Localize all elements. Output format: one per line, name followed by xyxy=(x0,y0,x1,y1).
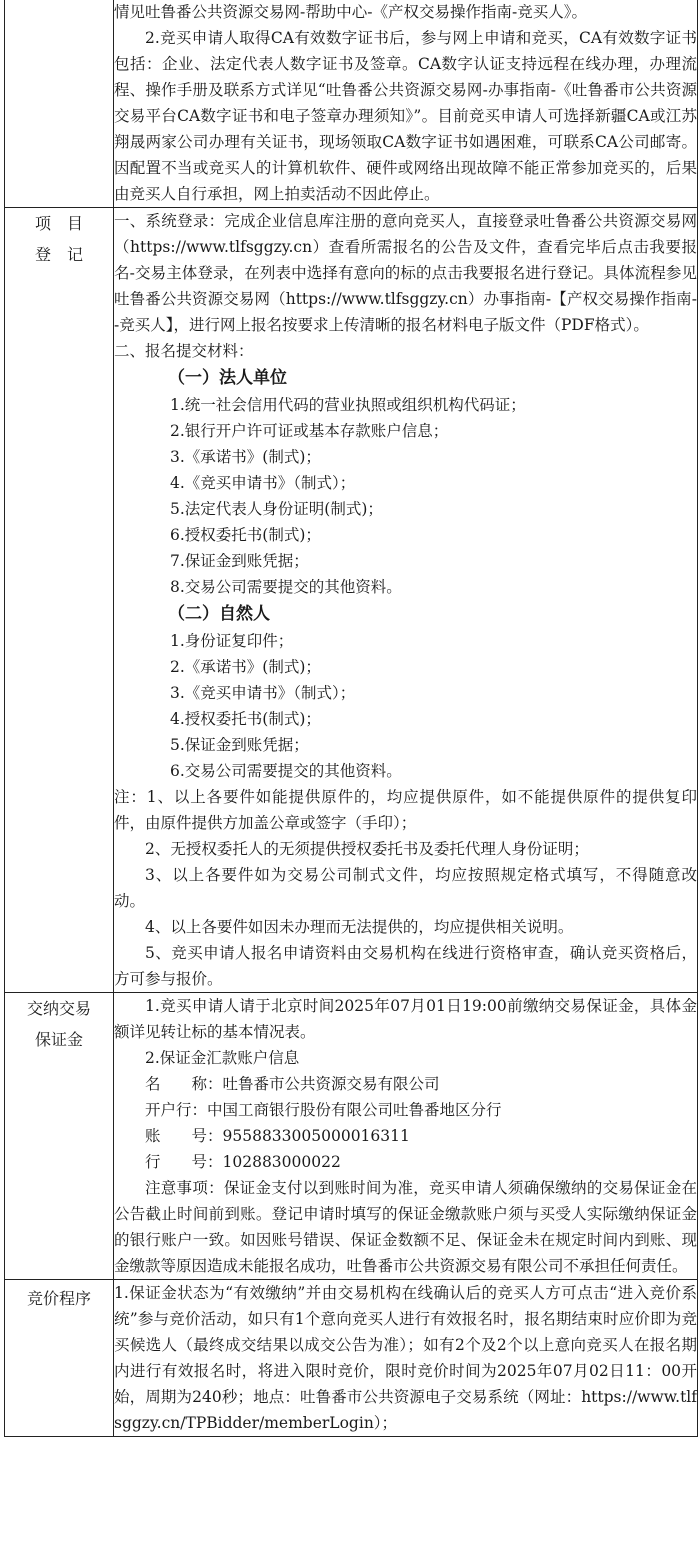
label-line: 保证金 xyxy=(34,1030,83,1049)
note-paragraph: 5、竞买申请人报名申请资料由交易机构在线进行资格审查，确认竞买资格后，方可参与报价。 xyxy=(114,944,697,988)
registration-cell xyxy=(114,208,698,993)
account-name: 名 称：吐鲁番市公共资源交易有限公司 xyxy=(145,1075,440,1093)
ca-certificate-paragraph: 2.竞买申请人取得CA有效数字证书后，参与网上申请和竞买，CA有效数字证书包括：企业、法定代表人数字证书及签章。CA数字认证支持远程在线办理，办理流程、操作手册及联系方式详见“吐鲁番公共资源交易网-办事指南-《吐鲁番市公共资源交易平台CA数字证书和电子签章办理须知》”。目前竞买申请人可选择新疆CA或江苏翔晟两家公司办理有关证书，现场领取CA数字证书如遇困难，可联系CA公司邮寄。因配置不当或竞买人的计算机软件、硬件或网络出现故障不能正常参加竞买的，后果由竞买人自行承担，网上拍卖活动不因此停止。 xyxy=(114,29,697,203)
account-number: 账 号：9558833005000016311 xyxy=(145,1127,410,1145)
row-label-deposit xyxy=(5,993,114,1280)
label-line: 竞价程序 xyxy=(26,1289,91,1308)
list-item: 1.统一社会信用代码的营业执照或组织机构代码证； xyxy=(170,396,526,414)
list-item: 5.法定代表人身份证明(制式)； xyxy=(170,500,383,518)
bidding-procedure-paragraph: 1.保证金状态为“有效缴纳”并由交易机构在线确认后的竞买人方可点击“进入竞价系统”参与竞价活动，如只有1个意向竞买人进行有效报名时，报名期结束时应价即为竞买候选人（最终成交结果以成交公告为准）；如有2个及2个以上意向竞买人在报名期内进行有效报名时，将进入限时竞价，限时竞价时间为2025年07月02日11：00开始，周期为240秒；地点：吐鲁番市公共资源电子交易系统（网址：https://www.tlfsggzy.cn/TPBidder/memberLogin）； xyxy=(114,1284,697,1432)
legal-entity-heading: （一）法人单位 xyxy=(168,368,287,388)
label-line: 登 记 xyxy=(34,245,83,264)
announcement-table xyxy=(4,0,698,1437)
materials-heading: 二、报名提交材料： xyxy=(114,342,254,360)
table-row xyxy=(5,208,698,993)
table-row xyxy=(5,0,698,208)
row-label-registration xyxy=(5,208,114,993)
note-paragraph: 2、无授权委托人的无须提供授权委托书及委托代理人身份证明； xyxy=(145,840,589,858)
list-item: 3.《竞买申请书》（制式）； xyxy=(170,684,356,702)
account-bank: 开户行：中国工商银行股份有限公司吐鲁番地区分行 xyxy=(145,1101,502,1119)
note-paragraph: 注：1、以上各要件如能提供原件的，均应提供原件，如不能提供原件的提供复印件，由原件提供方加盖公章或签字（手印）； xyxy=(114,788,697,832)
account-info-heading: 2.保证金汇款账户信息 xyxy=(145,1049,300,1067)
table-row xyxy=(5,1280,698,1437)
list-item: 7.保证金到账凭据； xyxy=(170,552,309,570)
list-item: 5.保证金到账凭据； xyxy=(170,736,309,754)
note-paragraph: 3、以上各要件如为交易公司制式文件，均应按照规定格式填写，不得随意改动。 xyxy=(114,866,697,910)
list-item: 6.交易公司需要提交的其他资料。 xyxy=(170,762,402,780)
list-item: 2.银行开户许可证或基本存款账户信息； xyxy=(170,422,449,440)
list-item: 2.《承诺书》(制式)； xyxy=(170,658,321,676)
label-line: 项 目 xyxy=(34,214,83,233)
row-label-bidding xyxy=(5,1280,114,1437)
help-center-line: 情见吐鲁番公共资源交易网-帮助中心-《产权交易操作指南-竞买人》。 xyxy=(114,3,587,21)
list-item: 3.《承诺书》(制式)； xyxy=(170,448,321,466)
list-item: 4.授权委托书(制式)； xyxy=(170,710,321,728)
row-label-empty xyxy=(5,0,114,208)
list-item: 4.《竞买申请书》（制式）； xyxy=(170,474,356,492)
deposit-cell xyxy=(114,993,698,1280)
label-line: 交纳交易 xyxy=(26,999,91,1018)
note-paragraph: 4、以上各要件如因未办理而无法提供的，均应提供相关说明。 xyxy=(145,918,574,936)
table-row xyxy=(5,993,698,1280)
list-item: 6.授权委托书(制式)； xyxy=(170,526,321,544)
deposit-notice-paragraph: 注意事项：保证金支付以到账时间为准，竞买申请人须确保缴纳的交易保证金在公告截止时间前到账。登记申请时填写的保证金缴款账户须与买受人实际缴纳保证金的银行账户一致。如因账号错误、保证金数额不足、保证金未在规定时间内到账、现金缴款等原因造成未能报名成功，吐鲁番市公共资源交易有限公司不承担任何责任。 xyxy=(114,1179,697,1275)
natural-person-heading: （二）自然人 xyxy=(168,604,270,624)
bank-code: 行 号：102883000022 xyxy=(145,1153,341,1171)
bidding-cell xyxy=(114,1280,698,1437)
list-item: 1.身份证复印件； xyxy=(170,632,294,650)
system-login-paragraph: 一、系统登录：完成企业信息库注册的意向竞买人，直接登录吐鲁番公共资源交易网（https://www.tlfsggzy.cn）查看所需报名的公告及文件，查看完毕后点击我要报名-交易主体登录，在列表中选择有意向的标的点击我要报名进行登记。具体流程参见吐鲁番公共资源交易网（https://www.tlfsggzy.cn）办事指南-【产权交易操作指南--竞买人】，进行网上报名按要求上传清晰的报名材料电子版文件（PDF格式）。 xyxy=(114,212,697,334)
deposit-deadline-paragraph: 1.竞买申请人请于北京时间2025年07月01日19:00前缴纳交易保证金，具体金额详见转让标的基本情况表。 xyxy=(114,997,697,1041)
ca-certificate-cell xyxy=(114,0,698,208)
list-item: 8.交易公司需要提交的其他资料。 xyxy=(170,578,402,596)
